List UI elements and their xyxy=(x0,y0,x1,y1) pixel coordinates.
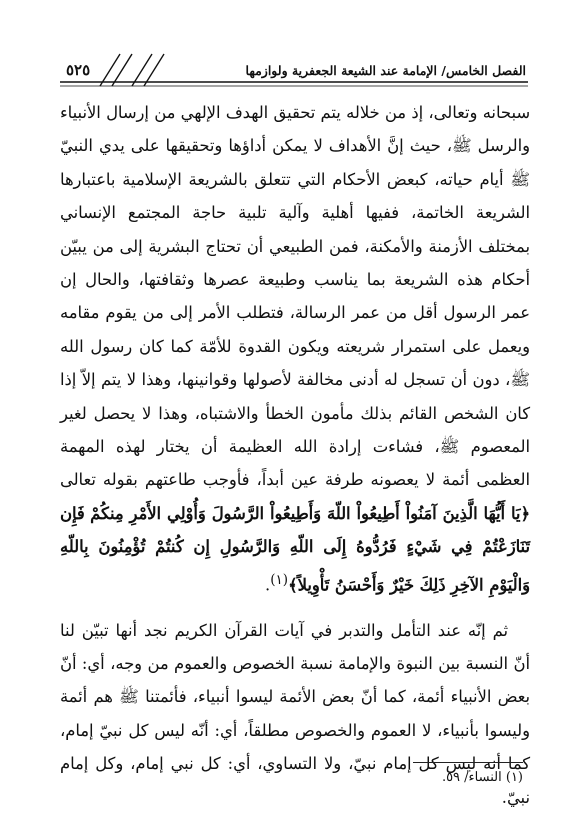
text-line: الشريعة الخاتمة، ففيها أهلية وآلية تلبية حاجة المجتمع الإنساني بمختلف xyxy=(60,203,530,256)
text-line: النسبة بين النبوة والإمامة نسبة الخصوص والعموم من وجه، أي: أنّ بعض xyxy=(60,653,530,707)
text-line: ويكون القدوة للأمّة كما كان رسول الله ﷺ، دون أن تسجل له أدنى مخالفة xyxy=(60,336,530,390)
text-line: سبحانه وتعالى، إذ من خلاله يتم تحقيق الهدف الإلهي من إرسال الأنبياء xyxy=(60,103,530,122)
quran-verse-line: فَإِن تَنَازَعْتُمْ فِي شَيْءٍ فَرُدُّوهُ إِلَى اللّهِ وَالرَّسُولِ إِن كُنتُمْ تُؤْمِنُونَ بِاللّهِ وَالْيَوْمِ الآخِرِ xyxy=(60,503,530,595)
chapter-title: الفصل الخامس/ الإمامة عند الشيعة الجعفرية ولوازمها xyxy=(245,63,526,78)
quran-verse-line: ﴿يَا أَيُّهَا الَّذِينَ آمَنُواْ أَطِيعُواْ اللّهَ وَأَطِيعُواْ الرَّسُولَ وَأُوْلِي الأَمْرِ مِنكُمْ xyxy=(90,503,531,523)
text-line: النبيّ ﷺ أيام حياته، كبعض الأحكام التي تتعلق بالشريعة الإسلامية باعتبارها xyxy=(60,136,530,189)
footnote-reference: (١) xyxy=(270,571,289,588)
running-header xyxy=(60,52,528,90)
text-line: يختار لهذه المهمة العظمى أئمة لا يعصونه طرفة عين أبداً، فأوجب طاعتهم xyxy=(60,437,530,490)
text-line: الأنبياء أئمة، كما أنّ بعض الأئمة ليسوا أنبياء، فأئمتنا ﷺ هم أئمة وليسوا xyxy=(60,687,530,740)
text-line: الأزمنة والأمكنة، فمن الطبيعي أن تحتاج البشرية إلى من يبيّن أحكام هذه xyxy=(60,236,531,290)
text-line: لأصولها وقوانينها، وهذا لا يتم إلاّ إذا كان الشخص القائم بذلك مأمون الخطأ xyxy=(60,370,531,423)
page-body xyxy=(60,96,530,814)
text-line: ثم إنّه عند التأمل والتدبر في آيات القرآن الكريم نجد أنها تبيّن لنا أنّ xyxy=(60,620,530,673)
text-line: بأنبياء، لا العموم والخصوص مطلقاً، أي: أنّه ليس كل نبيّ إمام، كما أنه ليس xyxy=(60,720,530,774)
text-line: والاشتباه، وهذا لا يحصل لغير المعصوم ﷺ، فشاءت إرادة الله العظيمة أن xyxy=(60,403,530,457)
text-line: الشريعة بما يناسب وطبيعة عصرها وثقافتها، والحال إن عمر الرسول أقل من xyxy=(60,270,530,323)
text-line: والرسل ﷺ، حيث إنَّ الأهداف لا يمكن أداؤها وتحقيقها على يدي xyxy=(98,136,530,156)
quran-verse-line: ذَلِكَ خَيْرٌ وَأَحْسَنُ تَأْوِيلاً﴾ xyxy=(288,575,446,595)
page-number: ٥٢٥ xyxy=(66,61,91,79)
text-line: عمر الرسالة، فتطلب الأمر إلى من يقوم مقامه ويعمل على استمرار شريعته xyxy=(60,303,530,356)
verse-intro: بقوله تعالى xyxy=(60,470,138,490)
text-line: كل إمام نبيّ، ولا التساوي، أي: كل نبي إمام، وكل إمام نبيّ. xyxy=(60,754,530,807)
footnote-text: (١) النساء/ ٥٩. xyxy=(441,770,523,785)
footnote-divider xyxy=(413,762,523,763)
paragraph-main: سبحانه وتعالى، إذ من خلاله يتم تحقيق الهدف الإلهي من إرسال الأنبياء والرسل ﷺ، حيث إنَّ الأهداف لا يمكن أداؤها وتحقيقها على يدي النبيّ ﷺ أيام حياته، كبعض الأحكام التي تتعلق بالشريعة الإسلامية باعتبارها الشريعة الخاتمة، ففيها أهلية وآلية تلبية حاجة المجتمع الإنساني بمختلف الأزمنة والأمكنة، فمن الطبيعي أن تحتاج البشرية إلى من يبيّن أحكام هذه الشريعة بما يناسب وطبيعة عصرها وثقافتها، والحال إن عمر الرسول أقل من عمر الرسالة، فتطلب الأمر إلى من يقوم مقامه ويعمل على استمرار شريعته ويكون القدوة للأمّة كما كان رسول الله ﷺ، دون أن تسجل له أدنى مخالفة لأصولها وقوانينها، وهذا لا يتم إلاّ إذا كان الشخص القائم بذلك مأمون الخطأ والاشتباه، وهذا لا يحصل لغير المعصوم ﷺ، فشاءت إرادة الله العظيمة أن يختار لهذه المهمة العظمى أئمة لا يعصونه طرفة عين أبداً، فأوجب طاعتهم بقوله تعالى ﴿يَا أَيُّهَا الَّذِينَ آمَنُواْ أَطِيعُواْ اللّهَ وَأَطِيعُواْ الرَّسُولَ وَأُوْلِي الأَمْرِ مِنكُمْ فَإِن تَنَازَعْتُمْ فِي شَيْءٍ فَرُدُّوهُ إِلَى اللّهِ وَالرَّسُولِ إِن كُنتُمْ تُؤْمِنُونَ بِاللّهِ وَالْيَوْمِ الآخِرِ ذَلِكَ خَيْرٌ وَأَحْسَنُ تَأْوِيلاً﴾$^{(١)}$. xyxy=(60,103,531,595)
